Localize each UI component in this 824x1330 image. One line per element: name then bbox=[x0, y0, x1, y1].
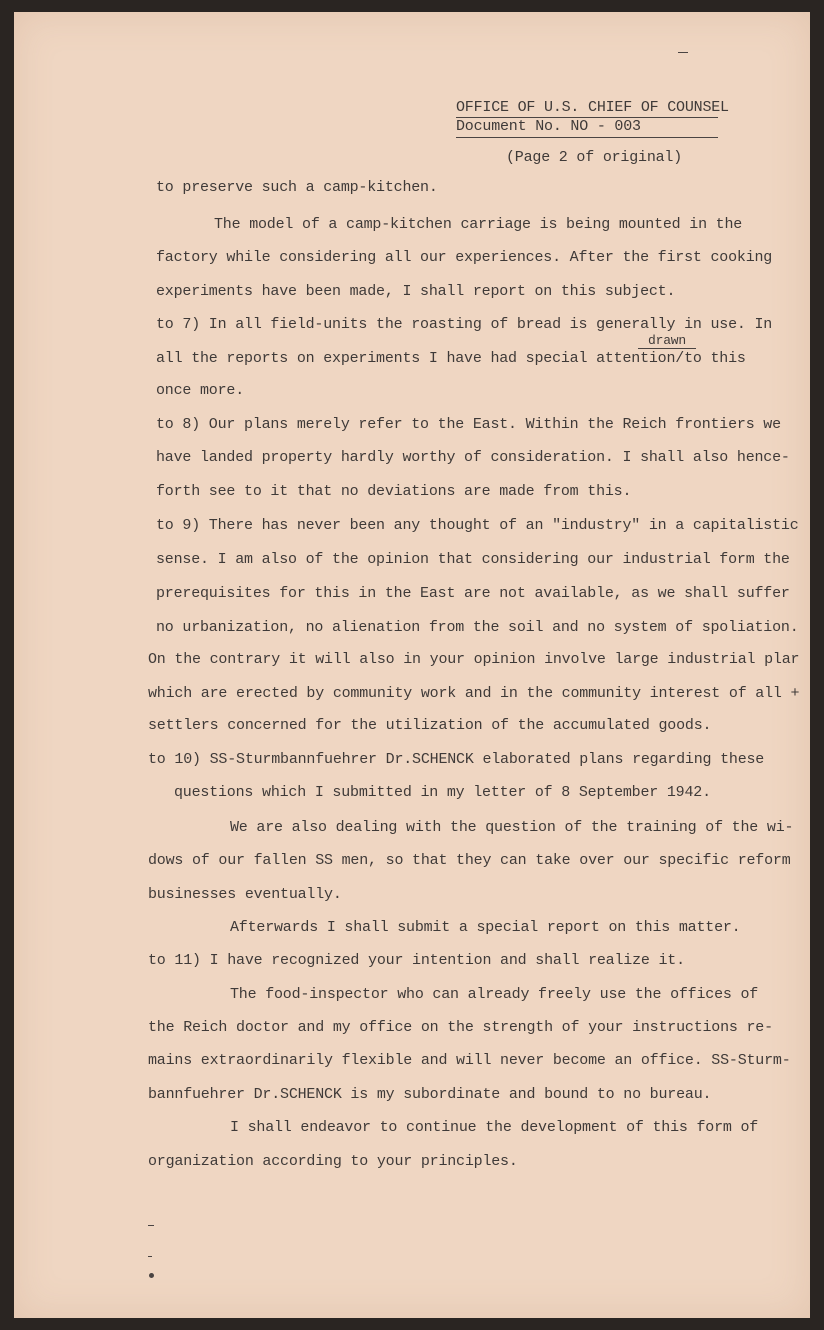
body-line: Afterwards I shall submit a special report on this matter. bbox=[230, 919, 741, 936]
body-line: questions which I submitted in my letter of 8 September 1942. bbox=[174, 784, 711, 801]
stray-mark bbox=[678, 52, 688, 53]
body-line: mains extraordinarily flexible and will never become an office. SS-Sturm- bbox=[148, 1052, 791, 1069]
body-line: to preserve such a camp-kitchen. bbox=[156, 179, 438, 196]
body-line: all the reports on experiments I have had special attention/to this bbox=[156, 350, 746, 367]
body-line: factory while considering all our experiences. After the first cooking bbox=[156, 249, 773, 266]
body-line: The food-inspector who can already freely use the offices of bbox=[230, 986, 759, 1003]
body-line: once more. bbox=[156, 382, 245, 399]
body-line: businesses eventually. bbox=[148, 886, 342, 903]
handwritten-insertion: drawn bbox=[648, 333, 687, 348]
body-line: to 11) I have recognized your intention and shall realize it. bbox=[148, 952, 685, 969]
body-line: prerequisites for this in the East are not available, as we shall suffer bbox=[156, 585, 790, 602]
body-line: The model of a camp-kitchen carriage is being mounted in the bbox=[214, 216, 743, 233]
body-line: sense. I am also of the opinion that considering our industrial form the bbox=[156, 551, 790, 568]
body-line: to 10) SS-Sturmbannfuehrer Dr.SCHENCK elaborated plans regarding these bbox=[148, 751, 765, 768]
stray-mark bbox=[148, 1256, 152, 1257]
punch-dot bbox=[149, 1273, 154, 1278]
document-header bbox=[456, 99, 729, 140]
body-line: the Reich doctor and my office on the strength of your instructions re- bbox=[148, 1019, 773, 1036]
body-line: which are erected by community work and in the community interest of all + bbox=[148, 685, 800, 702]
body-line: to 9) There has never been any thought of an "industry" in a capitalistic bbox=[156, 517, 799, 534]
body-line: no urbanization, no alienation from the soil and no system of spoliation. bbox=[156, 619, 799, 636]
document-page bbox=[14, 12, 810, 1318]
document-number: Document No. NO - 003 bbox=[456, 118, 641, 135]
body-line: organization according to your principles. bbox=[148, 1153, 518, 1170]
body-line: dows of our fallen SS men, so that they can take over our specific reform bbox=[148, 852, 791, 869]
body-line: have landed property hardly worthy of consideration. I shall also hence- bbox=[156, 449, 790, 466]
body-line: I shall endeavor to continue the development of this form of bbox=[230, 1119, 759, 1136]
page-note: (Page 2 of original) bbox=[506, 149, 683, 166]
body-line: experiments have been made, I shall report on this subject. bbox=[156, 283, 676, 300]
body-line: We are also dealing with the question of the training of the wi- bbox=[230, 819, 794, 836]
body-line: to 8) Our plans merely refer to the East. Within the Reich frontiers we bbox=[156, 416, 781, 433]
body-line: forth see to it that no deviations are made from this. bbox=[156, 483, 632, 500]
body-line: On the contrary it will also in your opinion involve large industrial plar bbox=[148, 651, 800, 668]
body-line: bannfuehrer Dr.SCHENCK is my subordinate and bound to no bureau. bbox=[148, 1086, 712, 1103]
body-line: settlers concerned for the utilization of the accumulated goods. bbox=[148, 717, 712, 734]
stray-mark bbox=[148, 1225, 154, 1226]
body-line: to 7) In all field-units the roasting of bread is generally in use. In bbox=[156, 316, 773, 333]
office-title: OFFICE OF U.S. CHIEF OF COUNSEL bbox=[456, 99, 729, 116]
header-underline bbox=[456, 137, 718, 138]
insertion-stroke bbox=[638, 348, 696, 349]
